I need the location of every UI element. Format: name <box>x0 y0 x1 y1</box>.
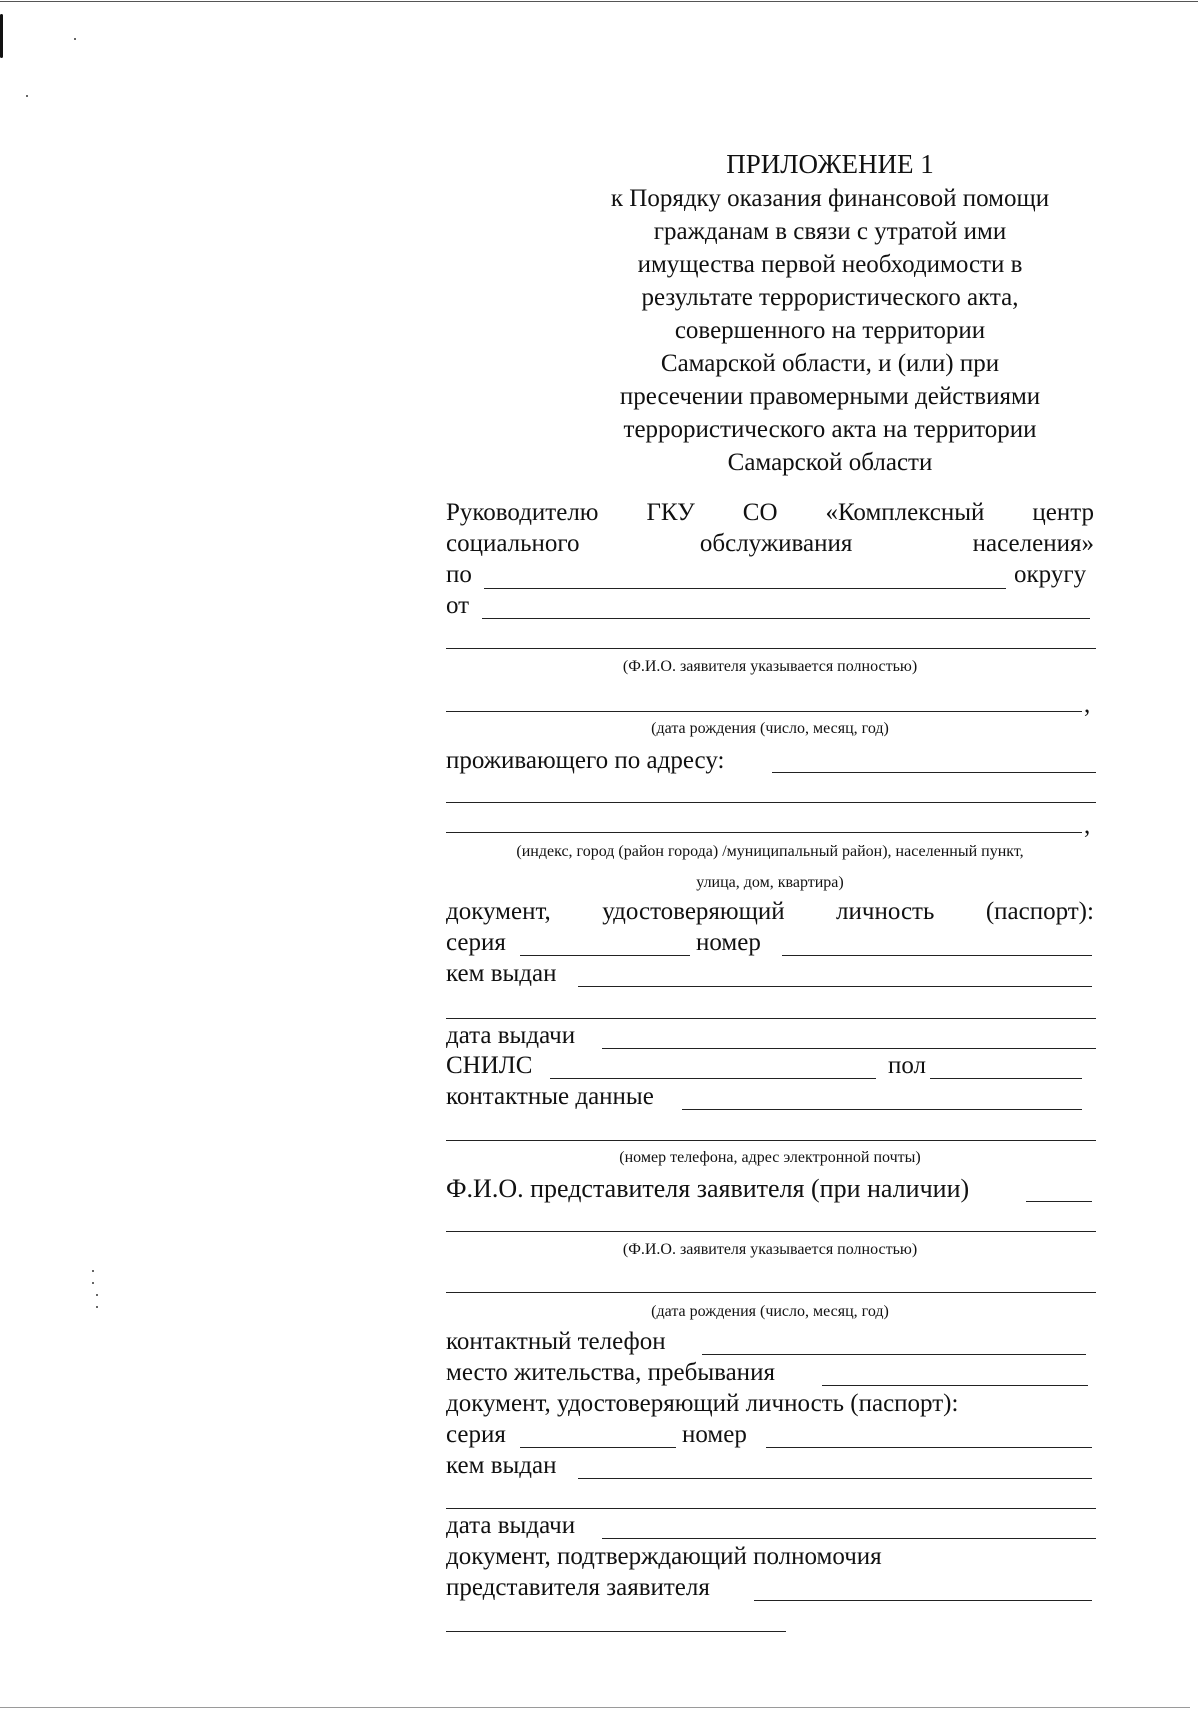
series-label: серия <box>446 929 506 956</box>
id-doc-word: документ, <box>446 898 551 925</box>
scan-speck <box>96 1294 98 1296</box>
issue-date-label: дата выдачи <box>446 1022 576 1049</box>
addressee-line-2 <box>446 531 1094 556</box>
rep-dob-blank[interactable] <box>446 1292 1096 1293</box>
rep-phone-blank[interactable] <box>702 1354 1086 1355</box>
applicant-fio-caption: (Ф.И.О. заявителя указывается полностью) <box>622 658 918 675</box>
id-doc-word: удостоверяющий <box>602 898 785 925</box>
addressee-line-1 <box>446 500 1094 525</box>
contacts-label: контактные данные <box>446 1083 654 1110</box>
address-blank-3[interactable] <box>446 832 1082 833</box>
okrug-blank[interactable] <box>484 588 1006 589</box>
scan-speck <box>92 1270 94 1272</box>
rep-issued-by-label: кем выдан <box>446 1452 557 1479</box>
address-blank[interactable] <box>772 772 1096 773</box>
rep-series-blank[interactable] <box>520 1447 676 1448</box>
po-label: по <box>446 561 472 588</box>
addressee-word: центр <box>1032 499 1094 526</box>
rep-series-label: серия <box>446 1421 506 1448</box>
rep-fio-caption: (Ф.И.О. заявителя указывается полностью) <box>622 1241 918 1258</box>
appendix-title: ПРИЛОЖЕНИЕ 1 <box>726 149 934 179</box>
rep-issue-date-blank[interactable] <box>602 1538 1096 1539</box>
appendix-subtitle-line: к Порядку оказания финансовой помощи <box>610 185 1050 212</box>
sex-label: пол <box>888 1052 927 1079</box>
issued-by-blank[interactable] <box>578 986 1092 987</box>
scan-speck <box>74 38 76 40</box>
rep-issue-date-label: дата выдачи <box>446 1512 576 1539</box>
contacts-blank-2[interactable] <box>446 1140 1096 1141</box>
addressee-word: населения» <box>972 530 1094 557</box>
rep-issued-by-blank[interactable] <box>578 1478 1092 1479</box>
rep-authority-doc-label: документ, подтверждающий полномочия <box>446 1543 882 1570</box>
scan-edge-left <box>0 14 3 58</box>
comma: , <box>1084 812 1091 839</box>
appendix-subtitle-line: совершенного на территории <box>674 317 986 344</box>
applicant-name-blank-2[interactable] <box>446 648 1096 649</box>
scan-edge-bottom <box>0 1707 1190 1708</box>
scan-speck <box>92 1282 94 1284</box>
rep-residence-blank[interactable] <box>822 1385 1088 1386</box>
scan-speck <box>96 1306 98 1308</box>
appendix-subtitle-line: результате террористического акта, <box>641 284 1019 311</box>
appendix-subtitle-line: гражданам в связи с утратой ими <box>653 218 1007 245</box>
rep-authority-doc-label-2: представителя заявителя <box>446 1574 710 1601</box>
applicant-dob-caption: (дата рождения (число, месяц, год) <box>651 720 889 737</box>
rep-authority-doc-blank[interactable] <box>754 1600 1092 1601</box>
rep-dob-caption: (дата рождения (число, месяц, год) <box>651 1303 889 1320</box>
issued-by-blank-2[interactable] <box>446 1018 1096 1019</box>
appendix-subtitle-line: Самарской области <box>727 449 933 476</box>
address-caption-2: улица, дом, квартира) <box>696 874 844 891</box>
address-caption-1: (индекс, город (район города) /муниципальный район), населенный пункт, <box>516 843 1024 860</box>
number-blank[interactable] <box>782 955 1092 956</box>
rep-fio-label: Ф.И.О. представителя заявителя (при наличии) <box>446 1174 970 1203</box>
rep-fio-blank[interactable] <box>1026 1201 1092 1202</box>
contacts-blank[interactable] <box>682 1109 1082 1110</box>
rep-issued-by-blank-2[interactable] <box>446 1508 1096 1509</box>
okrug-label: округу <box>1014 561 1087 588</box>
appendix-subtitle-line: Самарской области, и (или) при <box>660 350 1000 377</box>
snils-label: СНИЛС <box>446 1052 533 1079</box>
rep-residence-label: место жительства, пребывания <box>446 1359 775 1386</box>
scan-edge-top <box>0 1 1198 2</box>
sex-blank[interactable] <box>930 1078 1082 1079</box>
addressee-word: «Комплексный <box>825 499 985 526</box>
addressee-word: СО <box>742 499 778 526</box>
rep-number-label: номер <box>682 1421 747 1448</box>
applicant-name-blank[interactable] <box>482 618 1090 619</box>
addressee-word: ГКУ <box>646 499 695 526</box>
appendix-subtitle-line: имущества первой необходимости в <box>637 251 1023 278</box>
ot-label: от <box>446 592 470 619</box>
number-label: номер <box>696 929 761 956</box>
rep-id-doc-label: документ, удостоверяющий личность (паспорт): <box>446 1390 959 1417</box>
id-doc-word: (паспорт): <box>985 898 1094 925</box>
snils-blank[interactable] <box>550 1078 876 1079</box>
id-doc-word: личность <box>836 898 935 925</box>
applicant-dob-blank[interactable] <box>446 711 1082 712</box>
comma: , <box>1084 691 1091 718</box>
scan-speck <box>26 95 28 97</box>
addressee-word: обслуживания <box>699 530 853 557</box>
address-label: проживающего по адресу: <box>446 747 725 774</box>
rep-number-blank[interactable] <box>766 1447 1092 1448</box>
rep-fio-blank-2[interactable] <box>446 1231 1096 1232</box>
rep-phone-label: контактный телефон <box>446 1328 666 1355</box>
appendix-subtitle-line: пресечении правомерными действиями <box>619 383 1041 410</box>
rep-authority-doc-blank-2[interactable] <box>446 1631 786 1632</box>
issue-date-blank[interactable] <box>602 1048 1096 1049</box>
address-blank-2[interactable] <box>446 802 1096 803</box>
issued-by-label: кем выдан <box>446 960 557 987</box>
applicant-id-doc-line <box>446 899 1094 924</box>
appendix-subtitle-line: террористического акта на территории <box>623 416 1037 443</box>
addressee-word: Руководителю <box>446 499 599 526</box>
contacts-caption: (номер телефона, адрес электронной почты) <box>619 1149 921 1166</box>
series-blank[interactable] <box>520 955 690 956</box>
addressee-word: социального <box>446 530 580 557</box>
